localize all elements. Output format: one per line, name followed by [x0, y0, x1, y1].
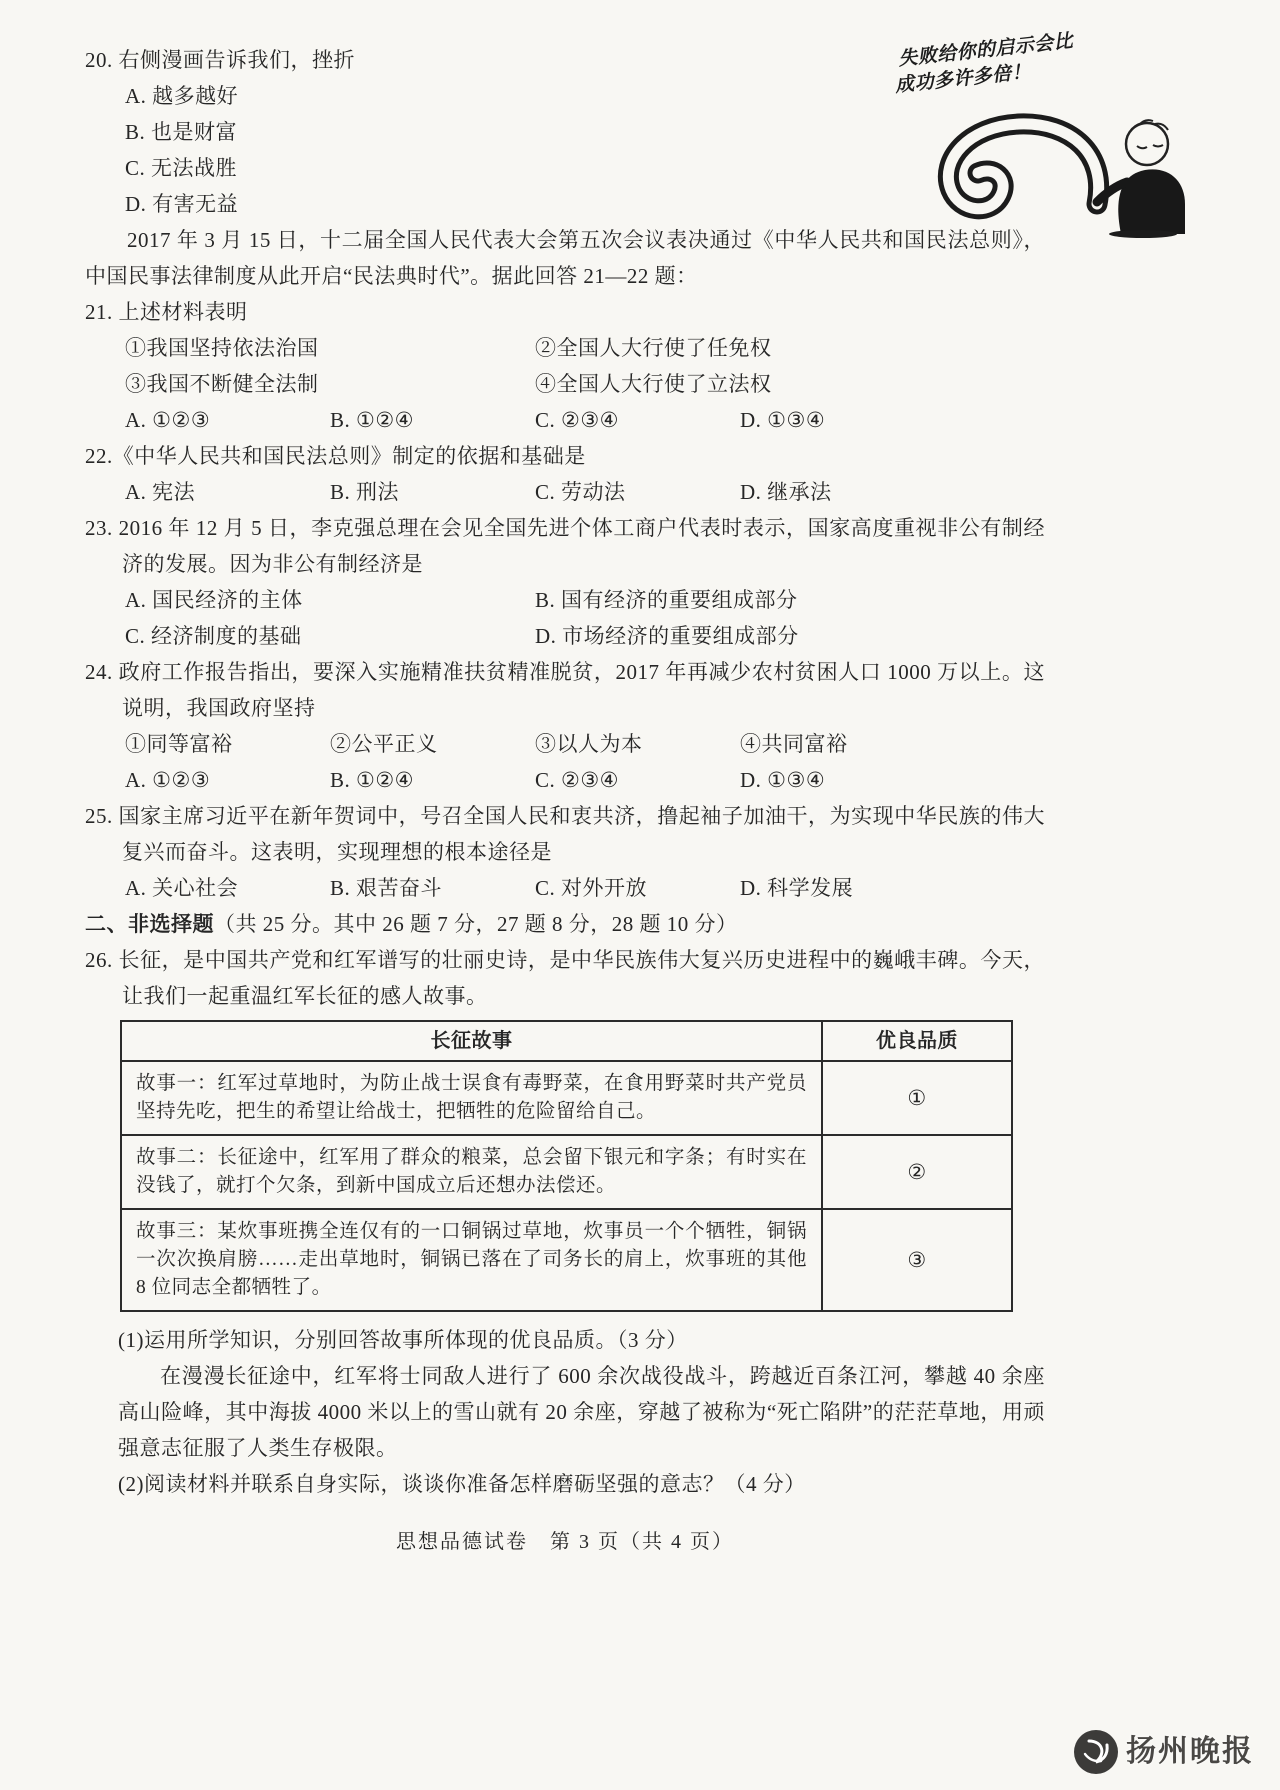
question-26-intro: 26. 长征，是中国共产党和红军谱写的壮丽史诗，是中华民族伟大复兴历史进程中的巍峨丰碑。今天，让我们一起重温红军长征的感人故事。 — [85, 948, 1045, 1008]
question-23-answer-c: C. 经济制度的基础 — [125, 624, 302, 648]
question-24-items — [125, 726, 1045, 762]
question-24-item-2: ②公平正义 — [330, 732, 438, 756]
question-21-answers — [125, 402, 1045, 438]
question-22-answer-b: B. 刑法 — [330, 480, 400, 504]
question-22 — [85, 438, 1045, 510]
question-25-answer-a: A. 关心社会 — [125, 876, 239, 900]
question-22-answer-a: A. 宪法 — [125, 480, 196, 504]
question-24-answer-b: B. ①②④ — [330, 768, 414, 792]
question-23-answer-d: D. 市场经济的重要组成部分 — [535, 624, 799, 648]
question-21-item-4: ④全国人大行使了立法权 — [535, 372, 772, 396]
page-footer: 思想品德试卷 第 3 页（共 4 页） — [396, 1531, 734, 1553]
question-22-answer-c: C. 劳动法 — [535, 480, 626, 504]
story-2-quality: ② — [822, 1135, 1012, 1209]
question-23-answer-b: B. 国有经济的重要组成部分 — [535, 588, 798, 612]
question-25-stem: 25. 国家主席习近平在新年贺词中，号召全国人民和衷共济，撸起袖子加油干，为实现中华民族的伟大复兴而奋斗。这表明，实现理想的根本途径是 — [85, 804, 1045, 864]
section-2-score-note: （共 25 分。其中 26 题 7 分，27 题 8 分，28 题 10 分） — [214, 912, 738, 936]
story-1-text: 故事一：红军过草地时，为防止战士误食有毒野菜，在食用野菜时共产党员坚持先吃，把生的希望让给战士，把牺牲的危险留给自己。 — [121, 1061, 822, 1135]
question-24-answer-a: A. ①②③ — [125, 768, 211, 792]
question-21-items — [125, 330, 1045, 402]
table-row — [121, 1061, 1012, 1135]
question-24-answers — [125, 762, 1045, 798]
question-23-answers — [125, 582, 1045, 654]
table-header-row — [121, 1021, 1012, 1061]
question-24 — [85, 654, 1045, 798]
newspaper-logo-icon — [1074, 1730, 1118, 1774]
question-21-answer-a: A. ①②③ — [125, 408, 211, 432]
question-26 — [85, 942, 1045, 1502]
question-20-option-b: B. 也是财富 — [125, 120, 238, 144]
question-26-passage: 在漫漫长征途中，红军将士同敌人进行了 600 余次战役战斗，跨越近百条江河，攀越 40 余座高山险峰，其中海拔 4000 米以上的雪山就有 20 余座，穿越了被称为“死亡陷阱”的茫茫草地，用顽强意志征服了人类生存极限。 — [118, 1364, 1045, 1460]
newspaper-watermark — [1074, 1730, 1254, 1774]
section-2-title: 二、非选择题 — [85, 912, 214, 936]
question-21-item-3: ③我国不断健全法制 — [125, 372, 319, 396]
question-25-answer-d: D. 科学发展 — [740, 876, 854, 900]
passage-21-22: 2017 年 3 月 15 日，十二届全国人民代表大会第五次会议表决通过《中华人民共和国民法总则》，中国民事法律制度从此开启“民法典时代”。据此回答 21—22 题： — [85, 228, 1045, 288]
question-20-option-d: D. 有害无益 — [125, 192, 239, 216]
question-22-answers — [125, 474, 1045, 510]
table-row — [121, 1209, 1012, 1311]
question-21-answer-d: D. ①③④ — [740, 408, 826, 432]
question-23-stem: 23. 2016 年 12 月 5 日，李克强总理在会见全国先进个体工商户代表时表示，国家高度重视非公有制经济的发展。因为非公有制经济是 — [85, 516, 1045, 576]
question-20-option-a: A. 越多越好 — [125, 84, 239, 108]
question-21-item-1: ①我国坚持依法治国 — [125, 336, 319, 360]
section-2-heading — [85, 906, 1045, 942]
question-21-stem: 21. 上述材料表明 — [85, 300, 248, 324]
table-row — [121, 1135, 1012, 1209]
question-mark-figure-drawing — [885, 82, 1205, 240]
question-20-option-c: C. 无法战胜 — [125, 156, 238, 180]
question-24-item-3: ③以人为本 — [535, 732, 643, 756]
question-21-answer-b: B. ①②④ — [330, 408, 414, 432]
table-header-story: 长征故事 — [121, 1021, 822, 1061]
story-3-text: 故事三：某炊事班携全连仅有的一口铜锅过草地，炊事员一个个牺牲，铜锅一次次换肩膀……走出草地时，铜锅已落在了司务长的肩上，炊事班的其他 8 位同志全都牺牲了。 — [121, 1209, 822, 1311]
cartoon-illustration — [885, 30, 1225, 251]
question-21-answer-c: C. ②③④ — [535, 408, 619, 432]
question-25-answer-c: C. 对外开放 — [535, 876, 648, 900]
story-1-quality: ① — [822, 1061, 1012, 1135]
changzheng-story-table — [120, 1020, 1013, 1312]
question-21 — [85, 294, 1045, 438]
question-25-answer-b: B. 艰苦奋斗 — [330, 876, 443, 900]
question-24-item-1: ①同等富裕 — [125, 732, 233, 756]
question-22-stem: 22.《中华人民共和国民法总则》制定的依据和基础是 — [85, 444, 586, 468]
watermark-text: 扬州晚报 — [1126, 1735, 1254, 1768]
question-20-stem: 20. 右侧漫画告诉我们，挫折 — [85, 48, 355, 72]
cartoon-caption-line1: 失败给你的启示会比 — [897, 30, 1075, 71]
question-24-answer-c: C. ②③④ — [535, 768, 619, 792]
story-3-quality: ③ — [822, 1209, 1012, 1311]
question-23-answer-a: A. 国民经济的主体 — [125, 588, 303, 612]
question-22-answer-d: D. 继承法 — [740, 480, 832, 504]
question-24-stem: 24. 政府工作报告指出，要深入实施精准扶贫精准脱贫，2017 年再减少农村贫困人口 1000 万以上。这说明，我国政府坚持 — [85, 660, 1045, 720]
question-25-answers — [125, 870, 1045, 906]
question-25 — [85, 798, 1045, 906]
question-23 — [85, 510, 1045, 654]
question-24-answer-d: D. ①③④ — [740, 768, 826, 792]
question-24-item-4: ④共同富裕 — [740, 732, 848, 756]
question-21-item-2: ②全国人大行使了任免权 — [535, 336, 772, 360]
question-26-sub1: (1)运用所学知识，分别回答故事所体现的优良品质。（3 分） — [118, 1328, 688, 1352]
story-2-text: 故事二：长征途中，红军用了群众的粮菜，总会留下银元和字条；有时实在没钱了，就打个欠条，到新中国成立后还想办法偿还。 — [121, 1135, 822, 1209]
table-header-quality: 优良品质 — [822, 1021, 1012, 1061]
cartoon-caption-line2: 成功多许多倍！ — [894, 61, 1033, 97]
question-26-sub2: (2)阅读材料并联系自身实际，谈谈你准备怎样磨砺坚强的意志？（4 分） — [118, 1472, 806, 1496]
